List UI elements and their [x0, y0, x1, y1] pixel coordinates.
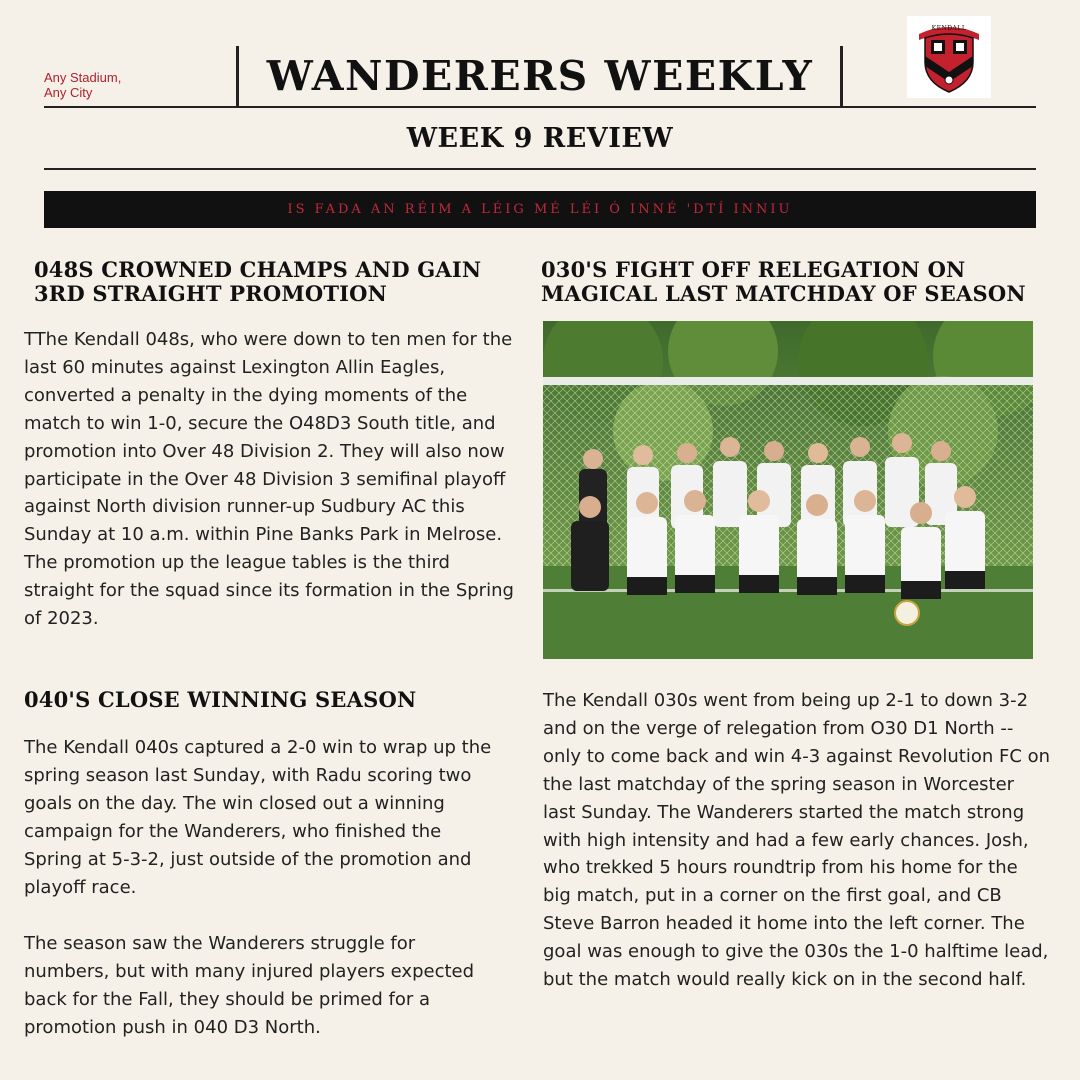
- crest-lettering: KENDALL: [931, 25, 967, 32]
- article-body-048s: TThe Kendall 048s, who were down to ten men for the last 60 minutes against Lexington Allin Eagles, converted a penalty in the dying moments of the match to win 1-0, secure the O48D3 South title, and promotion into Over 48 Division 2. They will also now participate in the Over 48 Division 3 semifinal playoff against North division runner-up Sudbury AC this Sunday at 10 a.m. within Pine Banks Park in Melrose. The promotion up the league tables is the third straight for the squad since its formation in the Spring of 2023.: [24, 329, 514, 630]
- headline-040s: 040'S CLOSE WINNING SEASON: [24, 687, 417, 712]
- location-text: Any Stadium, Any City: [44, 70, 122, 100]
- header-rule-bottom: [44, 168, 1036, 170]
- team-photo-image: [543, 321, 1033, 659]
- header-rule-top: [44, 106, 1036, 108]
- headline-048s: 048S CROWNED CHAMPS AND GAIN 3RD STRAIGHT PROMOTION: [34, 257, 482, 306]
- page-title: WANDERERS WEEKLY: [266, 52, 814, 100]
- headline-030s: 030'S FIGHT OFF RELEGATION ON MAGICAL LAST MATCHDAY OF SEASON: [541, 257, 1026, 306]
- team-photo: [543, 321, 1033, 659]
- masthead-divider-right: [840, 46, 843, 106]
- article-body-030s: The Kendall 030s went from being up 2-1 to down 3-2 and on the verge of relegation from O30 D1 North -- only to come back and win 4-3 against Revolution FC on the last matchday of the spring season in Worcester last Sunday. The Wanderers started the match strong with high intensity and had a few early chances. Josh, who trekked 5 hours roundtrip from his home for the big match, put in a corner on the first goal, and CB Steve Barron headed it home into the left corner. The goal was enough to give the 030s the 1-0 halftime lead, but the match would really kick on in the second half.: [543, 690, 1051, 991]
- article-body-040s-paragraph-1: The Kendall 040s captured a 2-0 win to wrap up the spring season last Sunday, with Radu scoring two goals on the day. The win closed out a winning campaign for the Wanderers, who finished the Spring at 5-3-2, just outside of the promotion and playoff race.: [24, 737, 492, 898]
- issue-subtitle: WEEK 9 REVIEW: [406, 122, 674, 154]
- motto-banner: [44, 191, 1036, 228]
- masthead-divider-left: [236, 46, 239, 106]
- motto-text: IS FADA AN RÉIM A LÉIG MÉ LÉI Ó INNÉ 'DTÍ INNIU: [287, 202, 793, 217]
- article-body-040s-paragraph-2: The season saw the Wanderers struggle for numbers, but with many injured players expected back for the Fall, they should be primed for a promotion push in 040 D3 North.: [24, 933, 475, 1038]
- kendall-crest-logo: [907, 16, 991, 98]
